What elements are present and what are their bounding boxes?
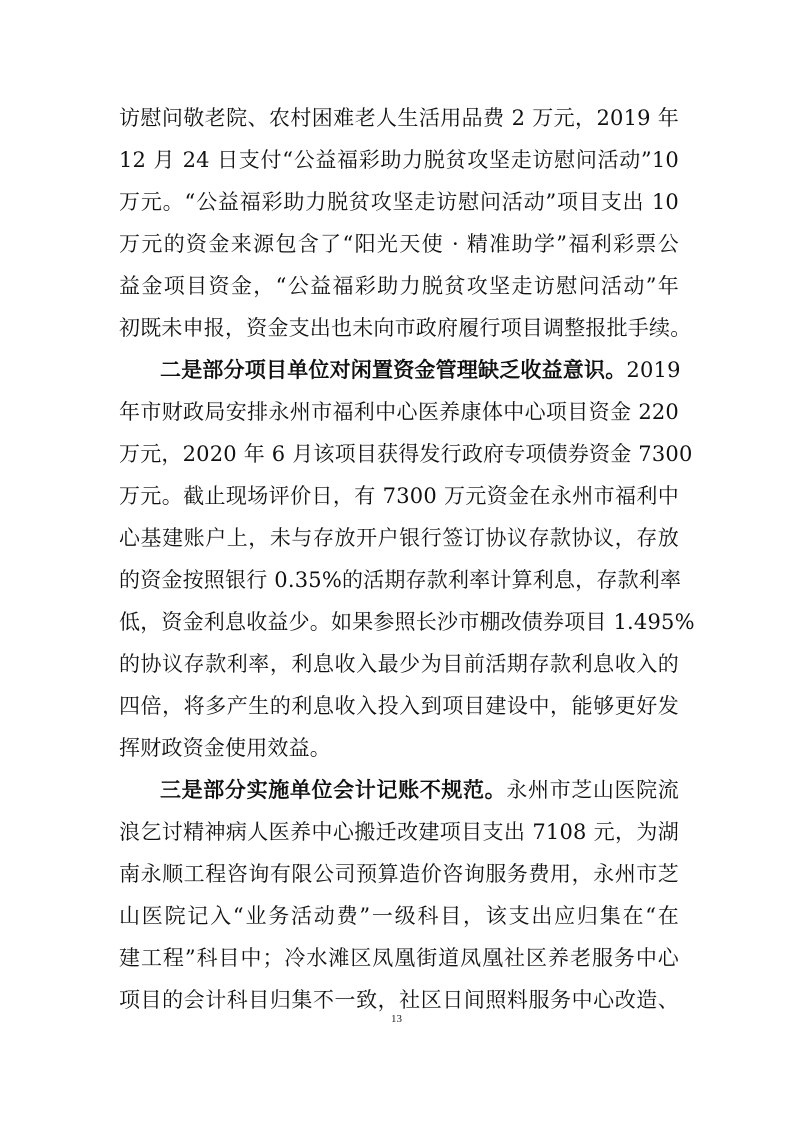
text-line: 浪乞讨精神病人医养中心搬迁改建项目支出 7108 元，为湖 (119, 820, 679, 844)
text-line: 南永顺工程咨询有限公司预算造价咨询服务费用，永州市芝 (119, 862, 679, 886)
text-line: 的协议存款利率，利息收入最少为目前活期存款利息收入的 (119, 652, 679, 676)
text-line: 万元，2020 年 6 月该项目获得发行政府专项债券资金 7300 (119, 442, 693, 466)
text-line: 访慰问敬老院、农村困难老人生活用品费 2 万元，2019 年 (119, 106, 679, 130)
text-line: 心基建账户上，未与存放开户银行签订协议存款协议，存放 (119, 526, 679, 550)
section-heading-line (160, 352, 679, 388)
section-heading: 三是部分实施单位会计记账不规范。 (160, 777, 507, 802)
text-line: 的资金按照银行 0.35%的活期存款利率计算利息，存款利率 (119, 568, 682, 592)
text-line: 项目的会计科目归集不一致，社区日间照料服务中心改造、 (119, 988, 679, 1012)
text-line: 四倍，将多产生的利息收入投入到项目建设中，能够更好发 (119, 694, 679, 718)
page-number: 13 (391, 1013, 402, 1025)
text-line: 益金项目资金，“公益福彩助力脱贫攻坚走访慰问活动”年 (119, 274, 679, 298)
text-line: 低，资金利息收益少。如果参照长沙市棚改债券项目 1.495% (119, 610, 695, 634)
text-line: 山医院记入“业务活动费”一级科目，该支出应归集在“在 (119, 904, 679, 928)
text-line: 万元。截止现场评价日，有 7300 万元资金在永州市福利中 (119, 484, 679, 508)
section-heading-line (160, 772, 679, 808)
heading-tail-text: 2019 (626, 358, 681, 382)
text-line: 建工程”科目中；冷水滩区凤凰街道凤凰社区养老服务中心 (119, 946, 679, 970)
heading-tail-text: 永州市芝山医院流 (506, 778, 679, 802)
section-heading: 二是部分项目单位对闲置资金管理缺乏收益意识。 (160, 357, 627, 382)
text-line: 万元。“公益福彩助力脱贫攻坚走访慰问活动”项目支出 10 (119, 190, 679, 214)
text-line: 万元的资金来源包含了“阳光天使 · 精准助学”福利彩票公 (119, 232, 679, 256)
text-line: 年市财政局安排永州市福利中心医养康体中心项目资金 220 (119, 400, 679, 424)
text-line: 挥财政资金使用效益。 (119, 736, 331, 760)
text-line: 初既未申报，资金支出也未向市政府履行项目调整报批手续。 (119, 316, 692, 340)
text-line: 12 月 24 日支付“公益福彩助力脱贫攻坚走访慰问活动”10 (119, 148, 679, 172)
